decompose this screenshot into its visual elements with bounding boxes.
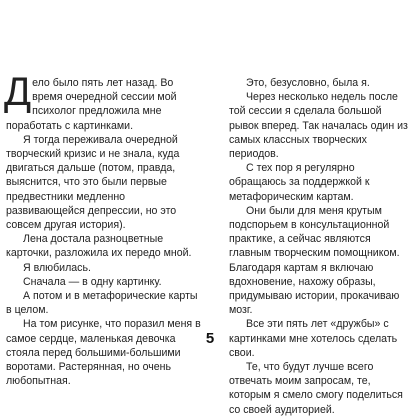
paragraph: На том рисунке, что поразил меня в самое сердце, маленькая девочка стояла перед большими-большими воротами. Растерянная, но очень любопытная. xyxy=(6,318,201,388)
paragraph: Лена достала разноцветные карточки, разложила их передо мной. xyxy=(6,233,192,260)
paragraph: Через несколько недель после той сессии я сделала большой рывок вперед. Так началась один из самых классных творческих периодов. xyxy=(229,91,408,161)
paragraph: Я влюбилась. xyxy=(23,261,91,274)
paragraph: Те, что будут лучше всего отвечать моим запросам, те, которым я смело смогу поделиться со своей аудиторией. xyxy=(229,361,403,416)
right-column xyxy=(229,76,410,417)
drop-cap: Д xyxy=(4,70,32,114)
paragraph: С тех пор я регулярно обращаюсь за поддержкой к метафорическим картам. xyxy=(229,162,370,203)
paragraph: Все эти пять лет «дружбы» с картинками мне хотелось сделать свои. xyxy=(229,318,398,359)
paragraph: А потом и в метафорические карты в целом. xyxy=(6,290,198,317)
paragraph-text: ело было пять лет назад. Во время очередной сессии мой психолог предложила мне поработать с картинками. xyxy=(6,77,177,132)
first-paragraph xyxy=(4,70,203,133)
paragraph: Я тогда переживала очередной творческий кризис и не знала, куда двигаться дальше (потом, правда, выяснится, что это были первые предвестники медленно развивающейся депрессии, но это совсем другая история). xyxy=(6,133,180,232)
paragraph: Это, безусловно, была я. xyxy=(246,77,370,89)
paragraph: Они были для меня крутым подспорьем в консультационной практике, а сейчас являются главным творческим помощником. Благодаря картам я включаю вдохновение, нахожу образы, придумываю истории, прокачиваю мозг. xyxy=(229,204,400,317)
page-number: 5 xyxy=(205,330,215,347)
paragraph: Сначала — в одну картинку. xyxy=(23,275,162,288)
